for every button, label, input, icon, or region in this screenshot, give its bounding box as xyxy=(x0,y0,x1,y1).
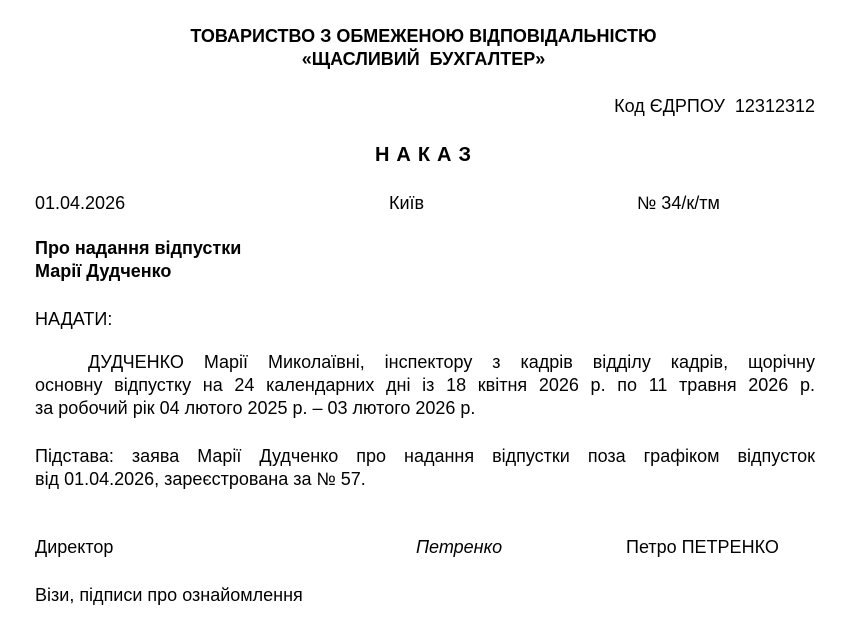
order-subject-line1: Про надання відпустки xyxy=(35,238,242,258)
organization-name-line1: ТОВАРИСТВО З ОБМЕЖЕНОЮ ВІДПОВІДАЛЬНІСТЮ xyxy=(190,26,657,46)
edrpou-label: Код ЄДРПОУ xyxy=(614,96,725,116)
order-date: 01.04.2026 xyxy=(35,193,126,213)
order-city: Київ xyxy=(389,193,425,213)
basis-paragraph-line1: Підстава: заява Марії Дудченко про надання відпустки поза графіком відпусток xyxy=(35,446,815,466)
main-paragraph-line1: ДУДЧЕНКО Марії Миколаївні, інспектору з кадрів відділу кадрів, щорічну xyxy=(88,352,815,372)
signatory-name: Петро ПЕТРЕНКО xyxy=(626,537,779,557)
main-paragraph-line3: за робочий рік 04 лютого 2025 р. – 03 лютого 2026 р. xyxy=(35,398,476,418)
handwritten-signature: Петренко xyxy=(416,537,503,557)
main-paragraph-line2: основну відпустку на 24 календарних дні із 18 квітня 2026 р. по 11 травня 2026 р. xyxy=(35,375,815,395)
visas-label: Візи, підписи про ознайомлення xyxy=(35,585,303,605)
basis-paragraph xyxy=(35,445,815,491)
order-subject xyxy=(35,237,241,283)
signatory-role: Директор xyxy=(35,537,114,557)
main-paragraph xyxy=(35,351,815,420)
order-number: № 34/к/тм xyxy=(637,193,720,213)
grant-label: НАДАТИ: xyxy=(35,309,113,329)
basis-paragraph-line2: від 01.04.2026, зареєстрована за № 57. xyxy=(35,469,366,489)
edrpou-value: 12312312 xyxy=(734,96,815,116)
order-subject-line2: Марії Дудченко xyxy=(35,261,172,281)
organization-name-line2: «ЩАСЛИВИЙ БУХГАЛТЕР» xyxy=(301,49,546,69)
order-title: НАКАЗ xyxy=(374,144,479,166)
edrpou-code xyxy=(614,95,815,118)
